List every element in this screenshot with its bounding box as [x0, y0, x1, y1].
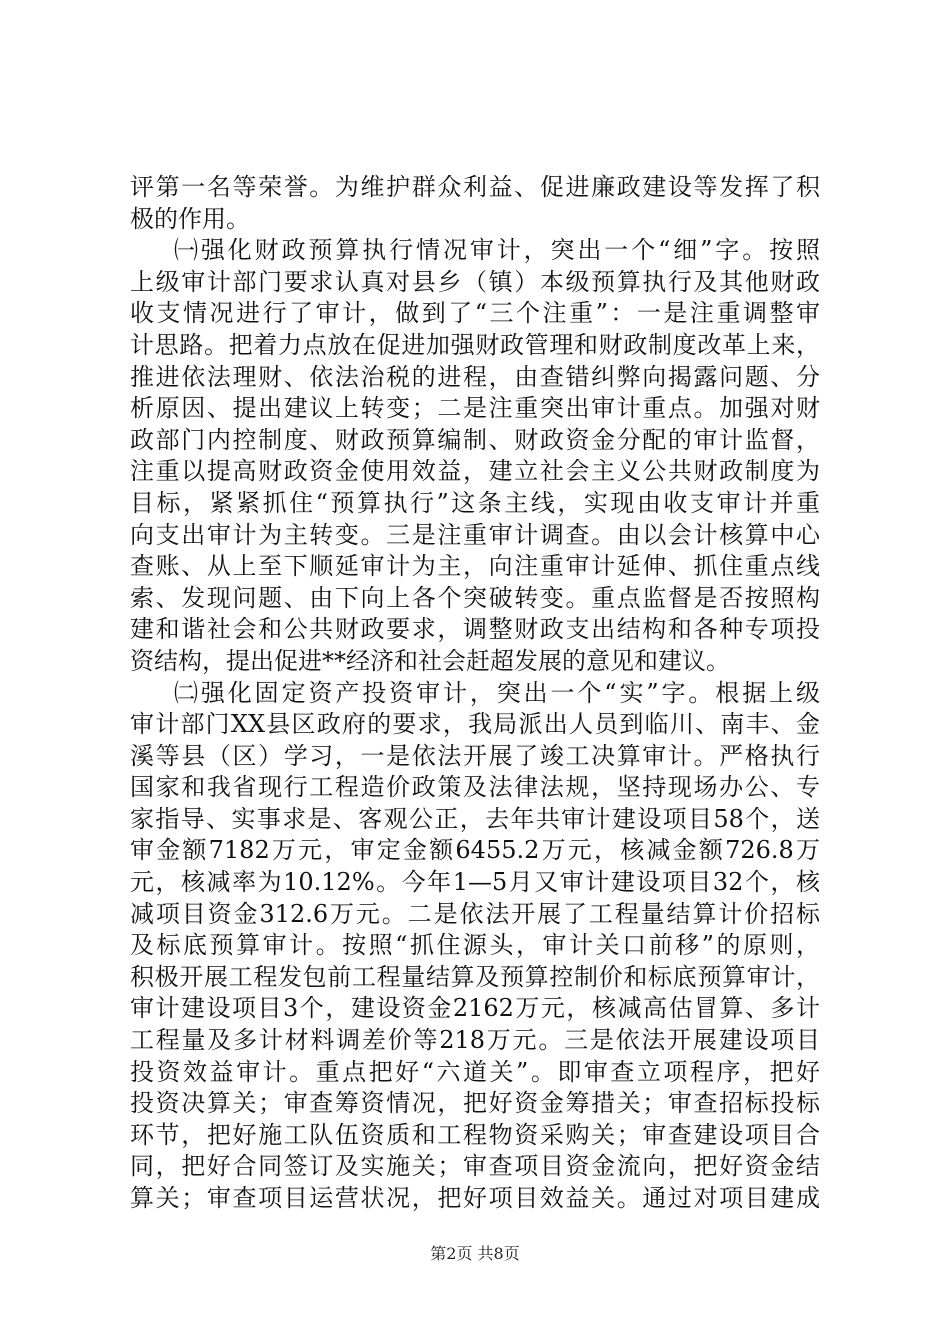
- text-line: 收支情况进行了审计，做到了“三个注重”：一是注重调整审: [130, 299, 820, 328]
- text-line: 审计建设项目3个，建设资金2162万元，核减高估冒算、多计: [130, 994, 820, 1023]
- text-line: 环节，把好施工队伍资质和工程物资采购关；审查建设项目合: [130, 1120, 820, 1149]
- document-body: [130, 172, 820, 1215]
- text-line: 家指导、实事求是、客观公正，去年共审计建设项目58个，送: [130, 804, 820, 833]
- text-line: 国家和我省现行工程造价政策及法律法规，坚持现场办公、专: [130, 773, 820, 802]
- text-line: 推进依法理财、依法治税的进程，由查错纠弊向揭露问题、分: [130, 362, 820, 391]
- text-line: 计思路。把着力点放在促进加强财政管理和财政制度改革上来，: [130, 330, 820, 359]
- text-line: 元，核减率为10.12%。今年1—5月又审计建设项目32个，核: [130, 868, 820, 897]
- text-line: 积极开展工程发包前工程量结算及预算控制价和标底预算审计，: [130, 962, 820, 991]
- text-line: 上级审计部门要求认真对县乡（镇）本级预算执行及其他财政: [130, 267, 820, 296]
- text-line: 析原因、提出建议上转变；二是注重突出审计重点。加强对财: [130, 394, 820, 423]
- text-line: 目标，紧紧抓住“预算执行”这条主线，实现由收支审计并重: [130, 488, 820, 517]
- text-line: 及标底预算审计。按照“抓住源头，审计关口前移”的原则，: [130, 931, 820, 960]
- section-heading-line: ㈡强化固定资产投资审计，突出一个“实”字。根据上级: [174, 678, 820, 707]
- text-line: 审金额7182万元，审定金额6455.2万元，核减金额726.8万: [130, 836, 820, 865]
- text-line: 溪等县（区）学习，一是依法开展了竣工决算审计。严格执行: [130, 741, 820, 770]
- text-line: 同，把好合同签订及实施关；审查项目资金流向，把好资金结: [130, 1152, 820, 1181]
- page-footer: 第2页 共8页: [430, 1244, 520, 1263]
- text-line: 审计部门XX县区政府的要求，我局派出人员到临川、南丰、金: [130, 710, 820, 739]
- text-line: 评第一名等荣誉。为维护群众利益、促进廉政建设等发挥了积: [130, 173, 820, 201]
- text-line: 注重以提高财政资金使用效益，建立社会主义公共财政制度为: [130, 457, 820, 486]
- text-line: 建和谐社会和公共财政要求，调整财政支出结构和各种专项投: [130, 615, 820, 644]
- text-line: 算关；审查项目运营状况，把好项目效益关。通过对项目建成: [130, 1184, 820, 1212]
- text-line: 政部门内控制度、财政预算编制、财政资金分配的审计监督，: [130, 425, 820, 454]
- text-line: 索、发现问题、由下向上各个突破转变。重点监督是否按照构: [130, 583, 820, 612]
- text-line: 投资决算关；审查筹资情况，把好资金筹措关；审查招标投标: [130, 1089, 820, 1118]
- section-heading-line: ㈠强化财政预算执行情况审计，突出一个“细”字。按照: [174, 236, 820, 265]
- text-line: 减项目资金312.6万元。二是依法开展了工程量结算计价招标: [130, 899, 820, 928]
- text-line: 工程量及多计材料调差价等218万元。三是依法开展建设项目: [130, 1026, 820, 1055]
- text-line: 资结构，提出促进**经济和社会赶超发展的意见和建议。: [130, 646, 730, 675]
- text-line: 极的作用。: [130, 204, 250, 233]
- text-line: 向支出审计为主转变。三是注重审计调查。由以会计核算中心: [130, 520, 820, 549]
- text-line: 投资效益审计。重点把好“六道关”。即审查立项程序，把好: [130, 1057, 820, 1086]
- text-line: 查账、从上至下顺延审计为主，向注重审计延伸、抓住重点线: [130, 552, 820, 581]
